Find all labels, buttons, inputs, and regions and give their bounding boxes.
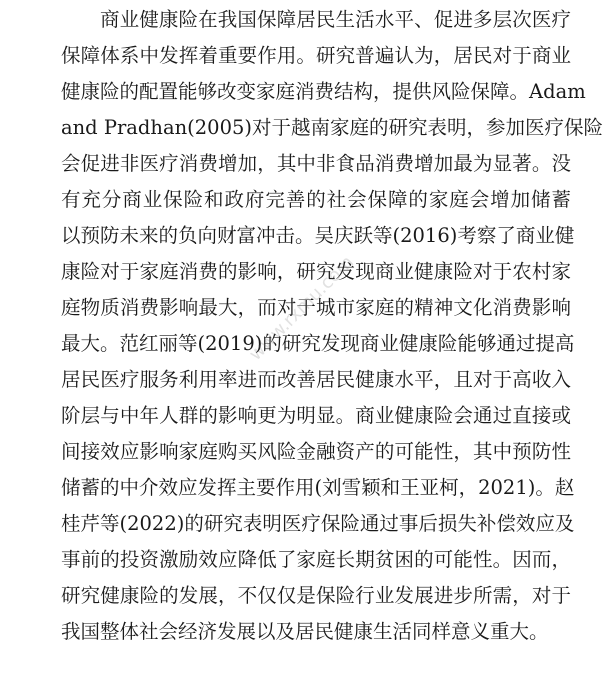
paragraph-line: 会促进非医疗消费增加，其中非食品消费增加最为显著。没 (61, 152, 571, 175)
paragraph-line: 有充分商业保险和政府完善的社会保障的家庭会增加储蓄 (61, 188, 571, 211)
paragraph-line: 康险对于家庭消费的影响，研究发现商业健康险对于农村家 (61, 260, 571, 283)
paragraph-line: 桂芹等(2022)的研究表明医疗保险通过事后损失补偿效应及 (61, 512, 575, 535)
paragraph-line: 商业健康险在我国保障居民生活水平、促进多层次医疗 (100, 8, 571, 31)
paragraph-line: 以预防未来的负向财富冲击。吴庆跃等(2016)考察了商业健 (61, 224, 575, 247)
paragraph-line: and Pradhan(2005)对于越南家庭的研究表明，参加医疗保险 (61, 116, 604, 139)
paragraph-line: 健康险的配置能够改变家庭消费结构，提供风险保障。Adam (61, 80, 586, 103)
paragraph-line: 储蓄的中介效应发挥主要作用(刘雪颖和王亚柯，2021)。赵 (61, 476, 575, 499)
paragraph-line: 事前的投资激励效应降低了家庭长期贫困的可能性。因而， (61, 548, 571, 571)
paragraph-line: 我国整体社会经济发展以及居民健康生活同样意义重大。 (61, 620, 549, 643)
paragraph-line: 研究健康险的发展，不仅仅是保险行业发展进步所需，对于 (61, 584, 571, 607)
paragraph-line: 最大。范红丽等(2019)的研究发现商业健康险能够通过提高 (61, 332, 575, 355)
paragraph-line: 阶层与中年人群的影响更为明显。商业健康险会通过直接或 (61, 404, 571, 427)
paragraph-line: 庭物质消费影响最大，而对于城市家庭的精神文化消费影响 (61, 296, 571, 319)
watermark: www.rxmu.com (245, 251, 359, 365)
paragraph-line: 间接效应影响家庭购买风险金融资产的可能性，其中预防性 (61, 440, 571, 463)
paragraph-line: 保障体系中发挥着重要作用。研究普遍认为，居民对于商业 (61, 44, 571, 67)
paragraph-line: 居民医疗服务利用率进而改善居民健康水平，且对于高收入 (61, 368, 571, 391)
